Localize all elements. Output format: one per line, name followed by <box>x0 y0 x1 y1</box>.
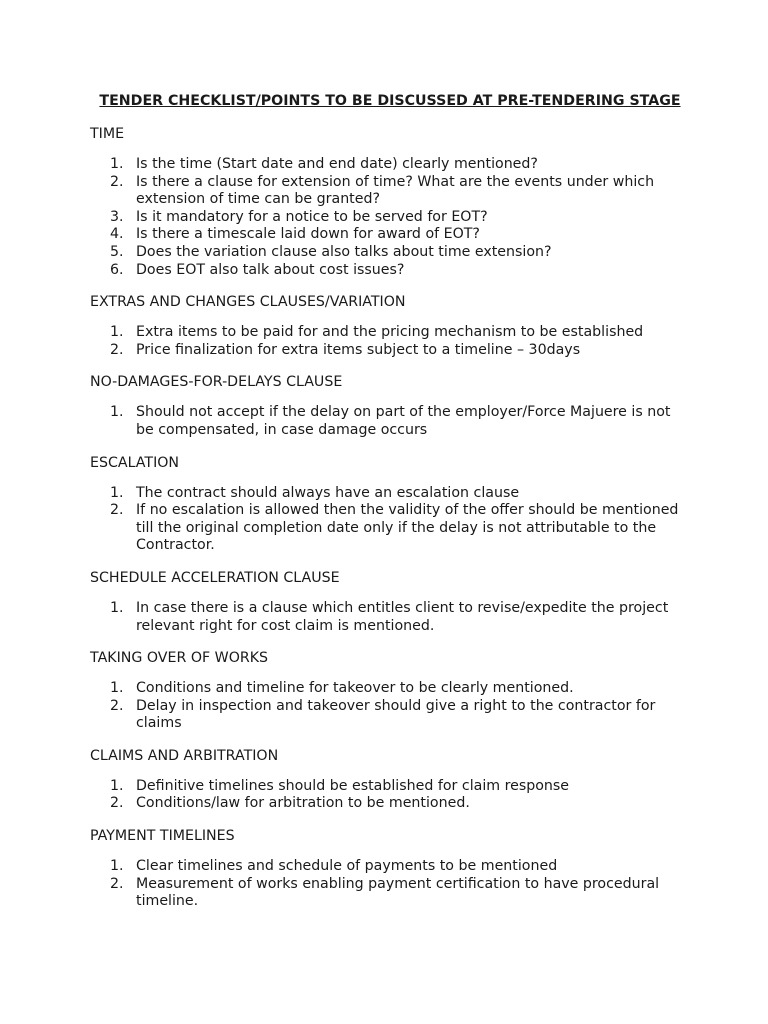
list-number: 2. <box>110 341 124 358</box>
list-item-text: Measurement of works enabling payment certification to have procedural timeline. <box>136 875 660 910</box>
list-item <box>90 698 690 733</box>
list-item-text: Conditions and timeline for takeover to be clearly mentioned. <box>136 680 574 697</box>
section-taking-over-of-works <box>90 649 690 733</box>
list-number: 1. <box>110 858 124 875</box>
section-no-damages-for-delays <box>90 373 690 439</box>
list-number: 6. <box>110 261 124 278</box>
numbered-list <box>90 680 690 733</box>
list-item <box>90 795 690 813</box>
list-item-text: Price finalization for extra items subject to a timeline – 30days <box>136 341 581 358</box>
list-item <box>90 404 690 439</box>
list-item-text: Should not accept if the delay on part of the employer/Force Majuere is not be compensated, in case damage occurs <box>136 404 671 438</box>
list-item-text: Is it mandatory for a notice to be served for EOT? <box>136 208 488 225</box>
list-number: 1. <box>110 599 124 616</box>
list-number: 1. <box>110 777 124 794</box>
list-number: 5. <box>110 243 124 260</box>
list-item <box>90 858 690 876</box>
list-item-text: Is there a timescale laid down for award of EOT? <box>136 226 480 243</box>
list-item <box>90 262 690 280</box>
list-item-text: The contract should always have an escalation clause <box>136 484 520 501</box>
list-number: 1. <box>110 484 124 501</box>
section-heading: TIME <box>90 126 125 142</box>
list-item <box>90 342 690 360</box>
numbered-list <box>90 404 690 439</box>
list-number: 1. <box>110 156 124 172</box>
section-heading: TAKING OVER OF WORKS <box>90 650 269 667</box>
list-item-text: Does the variation clause also talks about time extension? <box>136 243 552 260</box>
section-escalation <box>90 454 690 555</box>
list-number: 2. <box>110 502 124 519</box>
list-item <box>90 778 690 796</box>
section-time <box>90 125 690 279</box>
list-number: 2. <box>110 173 124 190</box>
list-item <box>90 600 690 635</box>
list-item-text: Is there a clause for extension of time? What are the events under which extension of time can be granted? <box>136 173 655 208</box>
list-item <box>90 485 690 503</box>
document-title: TENDER CHECKLIST/POINTS TO BE DISCUSSED AT PRE-TENDERING STAGE <box>99 93 681 109</box>
list-item <box>90 174 690 209</box>
numbered-list <box>90 778 690 813</box>
section-heading: SCHEDULE ACCELERATION CLAUSE <box>90 569 340 586</box>
list-number: 1. <box>110 404 124 421</box>
list-item-text: Definitive timelines should be established for claim response <box>136 777 570 794</box>
list-item-text: In case there is a clause which entitles client to revise/expedite the project relevant right for cost claim is mentioned. <box>136 599 669 634</box>
numbered-list <box>90 324 690 359</box>
list-item <box>90 209 690 227</box>
list-item-text: Extra items to be paid for and the pricing mechanism to be established <box>136 324 644 341</box>
section-heading: EXTRAS AND CHANGES CLAUSES/VARIATION <box>90 294 406 311</box>
list-item <box>90 226 690 244</box>
section-heading: PAYMENT TIMELINES <box>90 828 235 845</box>
section-heading: CLAIMS AND ARBITRATION <box>90 747 279 764</box>
list-item <box>90 156 690 174</box>
list-item <box>90 324 690 342</box>
list-item <box>90 244 690 262</box>
list-item-text: Delay in inspection and takeover should give a right to the contractor for claims <box>136 697 656 732</box>
list-item-text: If no escalation is allowed then the validity of the offer should be mentioned till the original completion date only if the delay is not attributable to the Contractor. <box>136 502 679 554</box>
section-heading: ESCALATION <box>90 454 180 471</box>
numbered-list <box>90 600 690 635</box>
list-number: 1. <box>110 680 124 697</box>
list-item-text: Clear timelines and schedule of payments to be mentioned <box>136 858 558 875</box>
numbered-list <box>90 485 690 555</box>
list-item <box>90 502 690 555</box>
list-item-text: Conditions/law for arbitration to be mentioned. <box>136 795 470 812</box>
section-extras-and-changes <box>90 293 690 359</box>
list-number: 1. <box>110 324 124 341</box>
list-item <box>90 680 690 698</box>
document-page <box>90 92 690 925</box>
section-heading: NO-DAMAGES-FOR-DELAYS CLAUSE <box>90 374 343 391</box>
list-number: 3. <box>110 208 124 225</box>
list-item-text: Does EOT also talk about cost issues? <box>136 261 405 278</box>
list-number: 2. <box>110 795 124 812</box>
list-number: 4. <box>110 226 124 243</box>
section-claims-and-arbitration <box>90 747 690 813</box>
numbered-list <box>90 156 690 279</box>
list-item-text: Is the time (Start date and end date) clearly mentioned? <box>136 156 538 172</box>
section-payment-timelines <box>90 827 690 911</box>
list-number: 2. <box>110 697 124 714</box>
list-number: 2. <box>110 875 124 892</box>
list-item <box>90 876 690 911</box>
section-schedule-acceleration <box>90 569 690 635</box>
numbered-list <box>90 858 690 911</box>
